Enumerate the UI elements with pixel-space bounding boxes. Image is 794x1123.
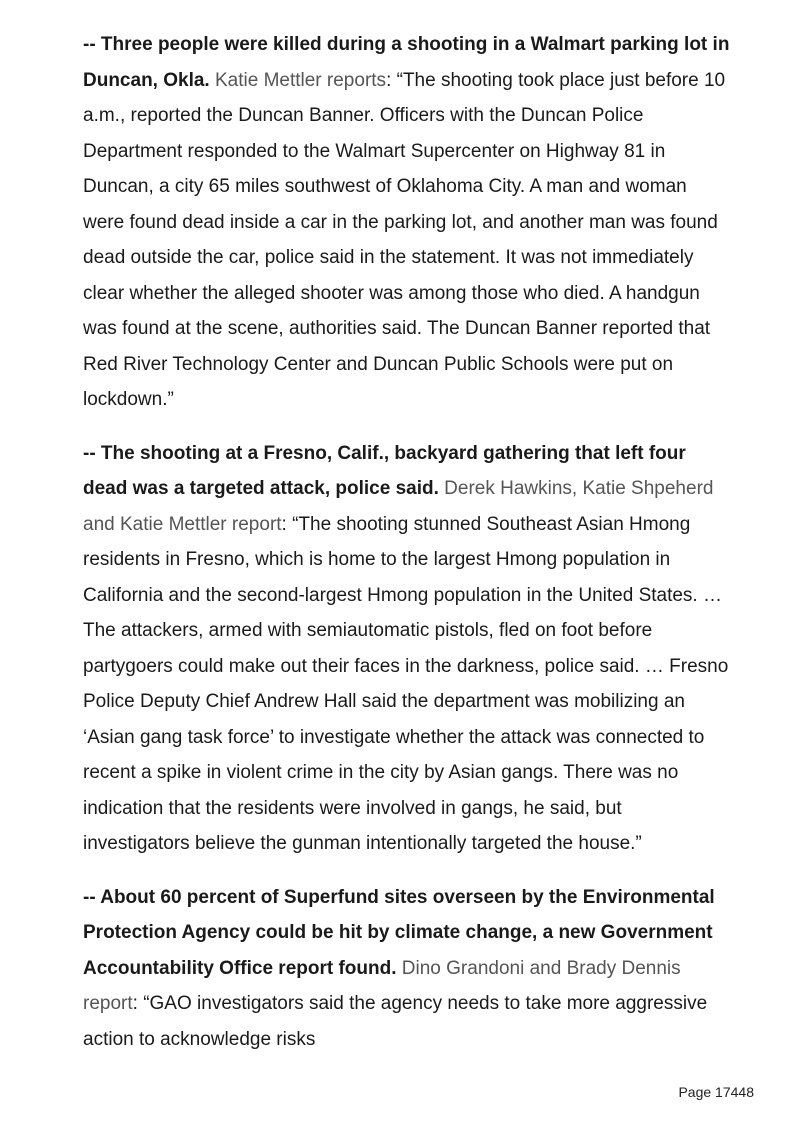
headline: -- About 60 percent of Superfund sites overseen by the Environmental Protection Agency could be hit by climate change, a new Government Accountability Office report found. bbox=[83, 886, 715, 979]
page-number: Page 17448 bbox=[678, 1084, 754, 1100]
quote-text: : “The shooting stunned Southeast Asian Hmong residents in Fresno, which is home to the largest Hmong population in California and the second-largest Hmong population in the United States. … The attackers, armed with semiautomatic pistols, fled on foot before partygoers could make out their faces in the darkness, police said. … Fresno Police Deputy Chief Andrew Hall said the department was mobilizing an ‘Asian gang task force’ to investigate whether the attack was connected to recent a spike in violent crime in the city by Asian gangs. There was no indication that the residents were involved in gangs, he said, but investigators believe the gunman intentionally targeted the house.” bbox=[83, 513, 729, 854]
byline-link[interactable]: Dino Grandoni and Brady Dennis report bbox=[83, 957, 681, 1014]
byline-link[interactable]: Katie Mettler reports bbox=[214, 69, 387, 91]
document-body bbox=[83, 27, 733, 1087]
headline: -- The shooting at a Fresno, Calif., backyard gathering that left four dead was a targeted attack, police said. bbox=[83, 442, 686, 499]
quote-text: : “GAO investigators said the agency needs to take more aggressive action to acknowledge risks bbox=[83, 993, 708, 1050]
news-item-fresno-shooting bbox=[83, 436, 733, 862]
byline-link[interactable]: Derek Hawkins, Katie Shpeherd and Katie Mettler report bbox=[83, 478, 714, 535]
news-item-superfund-climate bbox=[83, 880, 733, 1058]
quote-text: : “The shooting took place just before 10 a.m., reported the Duncan Banner. Officers with the Duncan Police Department responded to the Walmart Supercenter on Highway 81 in Duncan, a city 65 miles southwest of Oklahoma City. A man and woman were found dead inside a car in the parking lot, and another man was found dead outside the car, police said in the statement. It was not immediately clear whether the alleged shooter was among those who died. A handgun was found at the scene, authorities said. The Duncan Banner reported that Red River Technology Center and Duncan Public Schools were put on lockdown.” bbox=[83, 69, 726, 410]
headline: -- Three people were killed during a shooting in a Walmart parking lot in Duncan, Okla. bbox=[83, 34, 730, 91]
news-item-walmart-shooting bbox=[83, 27, 733, 418]
